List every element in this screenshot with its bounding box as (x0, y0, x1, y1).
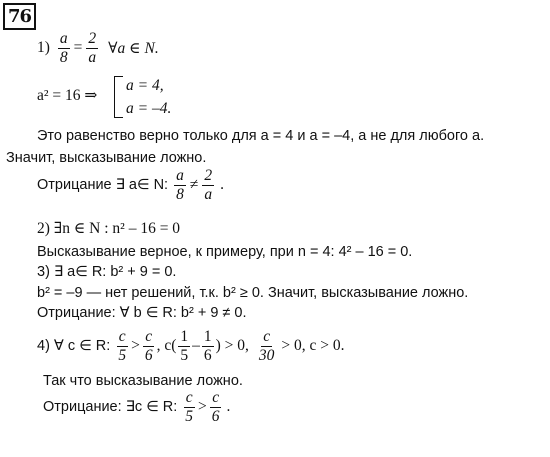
part4-mid-close: ) > 0, (215, 337, 249, 354)
part1-square-lhs: a² = 16 ⇒ (37, 87, 98, 104)
system-bracket (114, 76, 123, 118)
part3-statement: 3) ∃ a∈ R: b² + 9 = 0. (37, 264, 177, 280)
problem-number-badge (3, 3, 36, 30)
part1-explanation-line2: Значит, высказывание ложно. (6, 150, 207, 166)
part1-negation-prefix: Отрицание ∃ a∈ N: (37, 177, 169, 193)
part1-negation-fraction-right: $\frac{2}{a}$ (204, 167, 213, 203)
part4-fraction-one-fifth: $\frac{1}{5}$ (180, 328, 189, 364)
part4-negation-end: . (226, 398, 231, 415)
part1-fraction-right: $\frac{2}{a}$ (88, 30, 97, 66)
part4-prefix: 4) ∀ c ∈ R: (37, 338, 111, 354)
part4-tail: > 0, c > 0. (281, 337, 345, 354)
part2-statement: 2) ∃n ∈ N : n² – 16 = 0 (37, 220, 181, 237)
part1-negation (37, 168, 224, 202)
part1-equals: = (73, 39, 83, 56)
part4-fraction-c5: $\frac{c}{5}$ (118, 328, 127, 364)
part1-case1: a = 4, (126, 77, 164, 94)
problem-number: 76 (7, 6, 32, 27)
part4-negation (43, 390, 230, 424)
part4-fraction-c6: $\frac{c}{6}$ (144, 328, 153, 364)
part4-negation-prefix: Отрицание: ∃c ∈ R: (43, 399, 178, 415)
part3-reasoning: b² = –9 — нет решений, т.к. b² ≥ 0. Значит, высказывание ложно. (37, 285, 469, 301)
part3-negation: Отрицание: ∀ b ∈ R: b² + 9 ≠ 0. (37, 305, 247, 321)
part1-explanation-line1: Это равенство верно только для a = 4 и a = –4, а не для любого a. (37, 128, 485, 144)
part4-negation-fraction-c5: $\frac{c}{5}$ (185, 389, 194, 425)
part1-case2: a = –4. (126, 100, 172, 117)
part4-fraction-c30: $\frac{c}{30}$ (258, 328, 275, 364)
part4-negation-greater-sign: > (198, 398, 207, 415)
part4-greater-sign: > (131, 337, 140, 354)
part4-negation-fraction-c6: $\frac{c}{6}$ (211, 389, 220, 425)
part1-fraction-left: $\frac{a}{8}$ (59, 30, 68, 66)
part1-negation-sign: ≠ (189, 176, 199, 193)
part1-negation-fraction-left: $\frac{a}{8}$ (176, 167, 184, 203)
part4-mid-open: , c( (156, 337, 177, 354)
part4-minus: – (192, 337, 200, 354)
part1-label: 1) (37, 39, 50, 56)
part1-statement (37, 31, 159, 65)
part1-quantifier: ∀a ∈ N. (108, 39, 159, 57)
part1-negation-end: . (220, 176, 224, 193)
part4-fraction-one-sixth: $\frac{1}{6}$ (203, 328, 212, 364)
part2-conclusion: Высказывание верное, к примеру, при n = 4: 4² – 16 = 0. (37, 244, 413, 260)
part4-conclusion: Так что высказывание ложно. (43, 373, 243, 389)
part4-statement (37, 329, 345, 363)
